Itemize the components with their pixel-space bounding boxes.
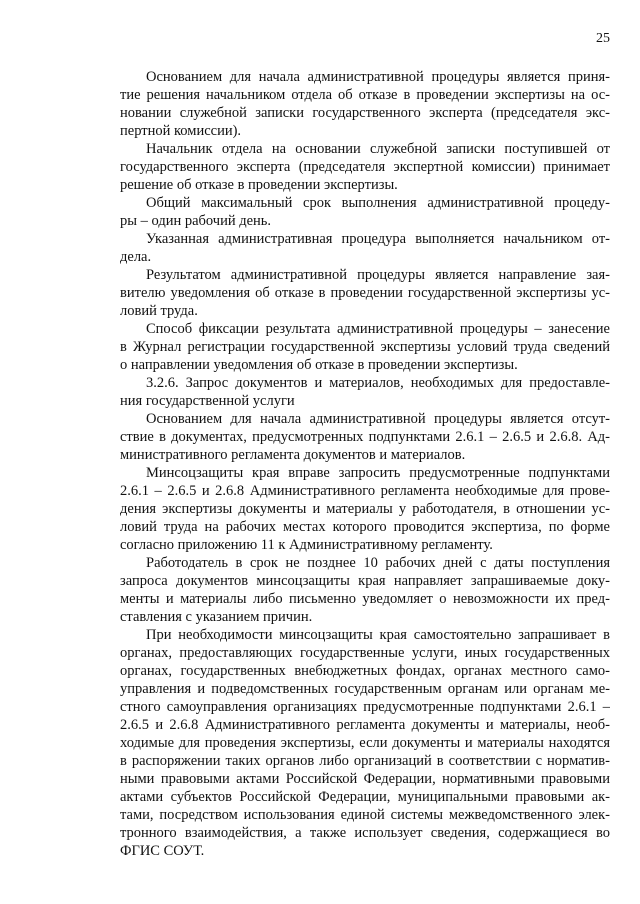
text-line: государственного эксперта (председателя экспертной комиссии) принимает [120,159,610,175]
paragraph [120,410,610,464]
text-line: стного самоуправления организациях предусмотренные подпунктами 2.6.1 – [120,699,610,715]
text-line: тронного взаимодействия, а также использует сведения, содержащиеся во [120,825,610,841]
paragraph [120,320,610,374]
text-line: управления и подведомственных государственным органам или органам ме- [120,681,610,697]
text-line: Минсоцзащиты края вправе запросить предусмотренные подпунктами [146,465,610,481]
paragraph [120,140,610,194]
text-line: 3.2.6. Запрос документов и материалов, необходимых для предоставле- [146,375,610,391]
text-line: о направлении уведомления об отказе в проведении экспертизы. [120,357,518,373]
paragraph [120,230,610,266]
paragraph [120,266,610,320]
paragraph [120,68,610,140]
text-line: решение об отказе в проведении экспертизы. [120,177,398,193]
text-line: ловий труда. [120,303,198,319]
text-line: министративного регламента документов и материалов. [120,447,466,463]
paragraph [120,464,610,554]
text-line: дения экспертизы документы и материалы у работодателя, в отношении ус- [120,501,610,517]
page-number: 25 [596,31,610,46]
text-line: менты и материалы либо письменно уведомляет о невозможности их пред- [120,591,610,607]
text-line: согласно приложению 11 к Административному регламенту. [120,537,493,553]
paragraph [120,194,610,230]
text-line: Основанием для начала административной процедуры является отсут- [146,411,610,427]
text-line: 2.6.1 – 2.6.5 и 2.6.8 Административного регламента необходимые для прове- [120,483,610,499]
text-line: Работодатель в срок не позднее 10 рабочих дней с даты поступления [146,555,610,571]
text-line: Основанием для начала административной процедуры является приня- [146,69,610,85]
text-line: 2.6.5 и 2.6.8 Административного регламента документы и материалы, необ- [120,717,610,733]
text-line: Начальник отдела на основании служебной записки поступившей от [146,141,610,157]
text-line: При необходимости минсоцзащиты края самостоятельно запрашивает в [146,627,610,643]
text-line: Способ фиксации результата административной процедуры – занесение [146,321,610,337]
text-line: Результатом административной процедуры является направление зая- [146,267,610,283]
text-line: запроса документов минсоцзащиты края направляет запрашиваемые доку- [120,573,610,589]
document-body [120,68,610,860]
text-line: тие решения начальником отдела об отказе в проведении экспертизы на ос- [120,87,610,103]
paragraph [120,554,610,626]
text-line: ФГИС СОУТ. [120,843,205,859]
text-line: в распоряжении таких органов либо организаций в соответствии с норматив- [120,753,610,769]
text-line: тами, посредством использования единой системы межведомственного элек- [120,807,610,823]
text-line: ными правовыми актами Российской Федерации, нормативными правовыми [120,771,610,787]
text-line: актами субъектов Российской Федерации, муниципальными правовыми ак- [120,789,610,805]
text-line: ходимые для проведения экспертизы, если документы и материалы находятся [120,735,610,751]
text-line: Общий максимальный срок выполнения административной процеду- [146,195,610,211]
text-line: вителю уведомления об отказе в проведении государственной экспертизы ус- [120,285,610,301]
text-line: органах, государственных внебюджетных фондах, органах местного само- [120,663,610,679]
text-line: ния государственной услуги [120,393,295,409]
text-line: пертной комиссии). [120,123,242,139]
text-line: ловий труда на рабочих местах которого проводится экспертиза, по форме [120,519,610,535]
text-line: ставления с указанием причин. [120,609,313,625]
paragraph [120,374,610,410]
text-line: Указанная административная процедура выполняется начальником от- [146,231,610,247]
text-line: в Журнал регистрации государственной экспертизы условий труда сведений [120,339,610,355]
text-line: дела. [120,249,152,265]
text-line: ствие в документах, предусмотренных подпунктами 2.6.1 – 2.6.5 и 2.6.8. Ад- [120,429,610,445]
text-line: новании служебной записки государственного эксперта (председателя экс- [120,105,610,121]
paragraph [120,626,610,860]
text-line: ры – один рабочий день. [120,213,272,229]
text-line: органах, предоставляющих государственные услуги, иных государственных [120,645,610,661]
